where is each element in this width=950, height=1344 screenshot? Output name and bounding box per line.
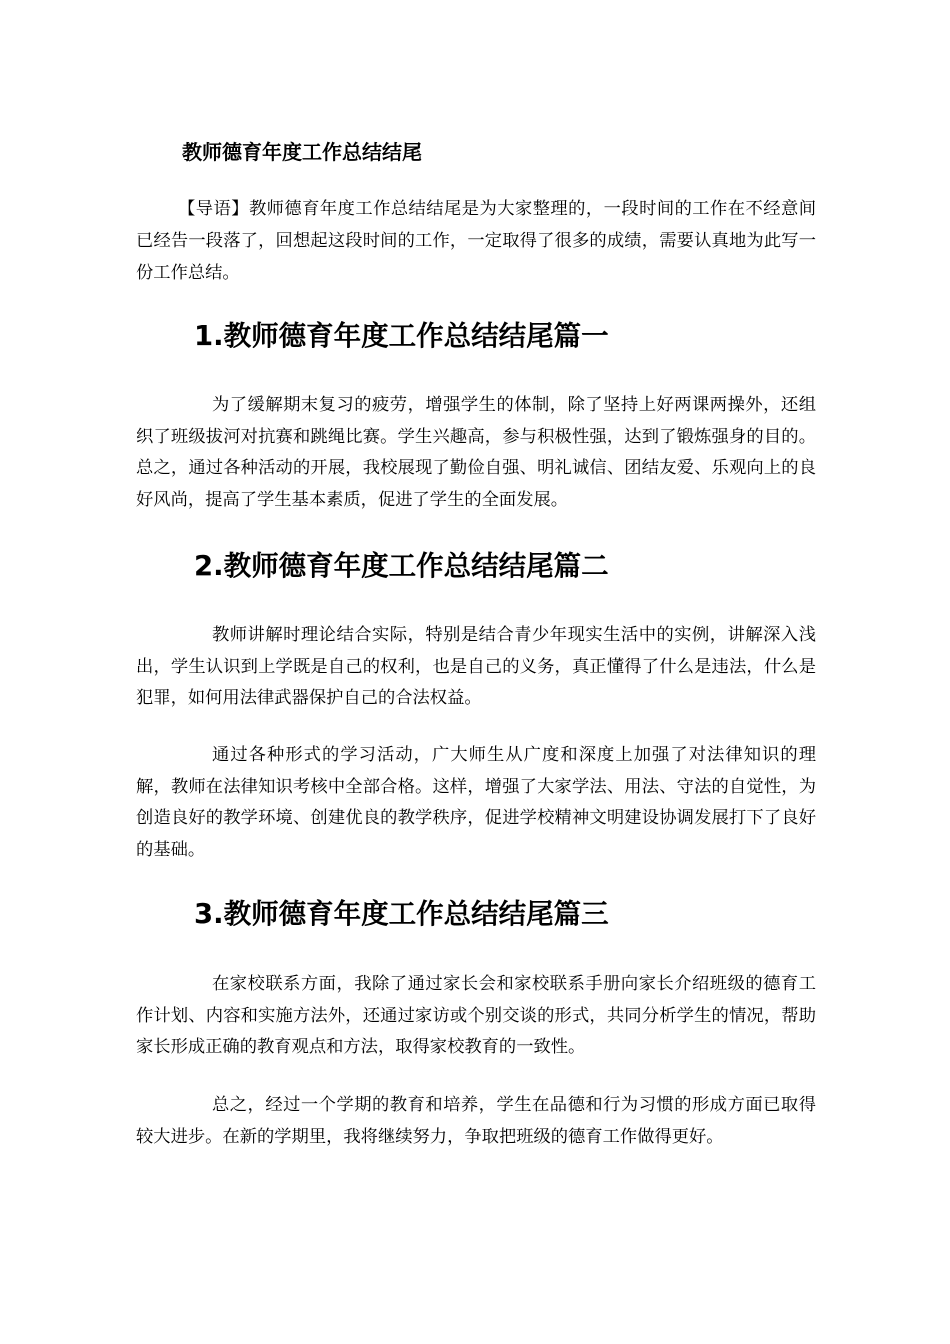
section-heading-2: 2.教师德育年度工作总结结尾篇二 [194, 550, 609, 582]
section-heading-3: 3.教师德育年度工作总结结尾篇三 [194, 898, 609, 930]
section-3-paragraph-2: 总之，经过一个学期的教育和培养，学生在品德和行为习惯的形成方面已取得较大进步。在新的学期里，我将继续努力，争取把班级的德育工作做得更好。 [136, 1095, 816, 1147]
section-2-paragraph-2: 通过各种形式的学习活动，广大师生从广度和深度上加强了对法律知识的理解，教师在法律知识考核中全部合格。这样，增强了大家学法、用法、守法的自觉性，为创造良好的教学环境、创建优良的教学秩序，促进学校精神文明建设协调发展打下了良好的基础。 [136, 745, 816, 860]
intro-paragraph: 【导语】教师德育年度工作总结结尾是为大家整理的，一段时间的工作在不经意间已经告一段落了，回想起这段时间的工作，一定取得了很多的成绩，需要认真地为此写一份工作总结。 [136, 199, 816, 283]
section-1-paragraph-1: 为了缓解期末复习的疲劳，增强学生的体制，除了坚持上好两课两操外，还组织了班级拔河对抗赛和跳绳比赛。学生兴趣高，参与积极性强，达到了锻炼强身的目的。总之，通过各种活动的开展，我校展现了勤俭自强、明礼诚信、团结友爱、乐观向上的良好风尚，提高了学生基本素质，促进了学生的全面发展。 [136, 395, 816, 510]
section-2-paragraph-1: 教师讲解时理论结合实际，特别是结合青少年现实生活中的实例，讲解深入浅出，学生认识到上学既是自己的权利，也是自己的义务，真正懂得了什么是违法，什么是犯罪，如何用法律武器保护自己的合法权益。 [136, 625, 816, 708]
section-3-paragraph-1: 在家校联系方面，我除了通过家长会和家校联系手册向家长介绍班级的德育工作计划、内容和实施方法外，还通过家访或个别交谈的形式，共同分析学生的情况，帮助家长形成正确的教育观点和方法，取得家校教育的一致性。 [136, 974, 816, 1057]
document-title: 教师德育年度工作总结结尾 [182, 140, 422, 164]
section-heading-1: 1.教师德育年度工作总结结尾篇一 [194, 320, 609, 352]
